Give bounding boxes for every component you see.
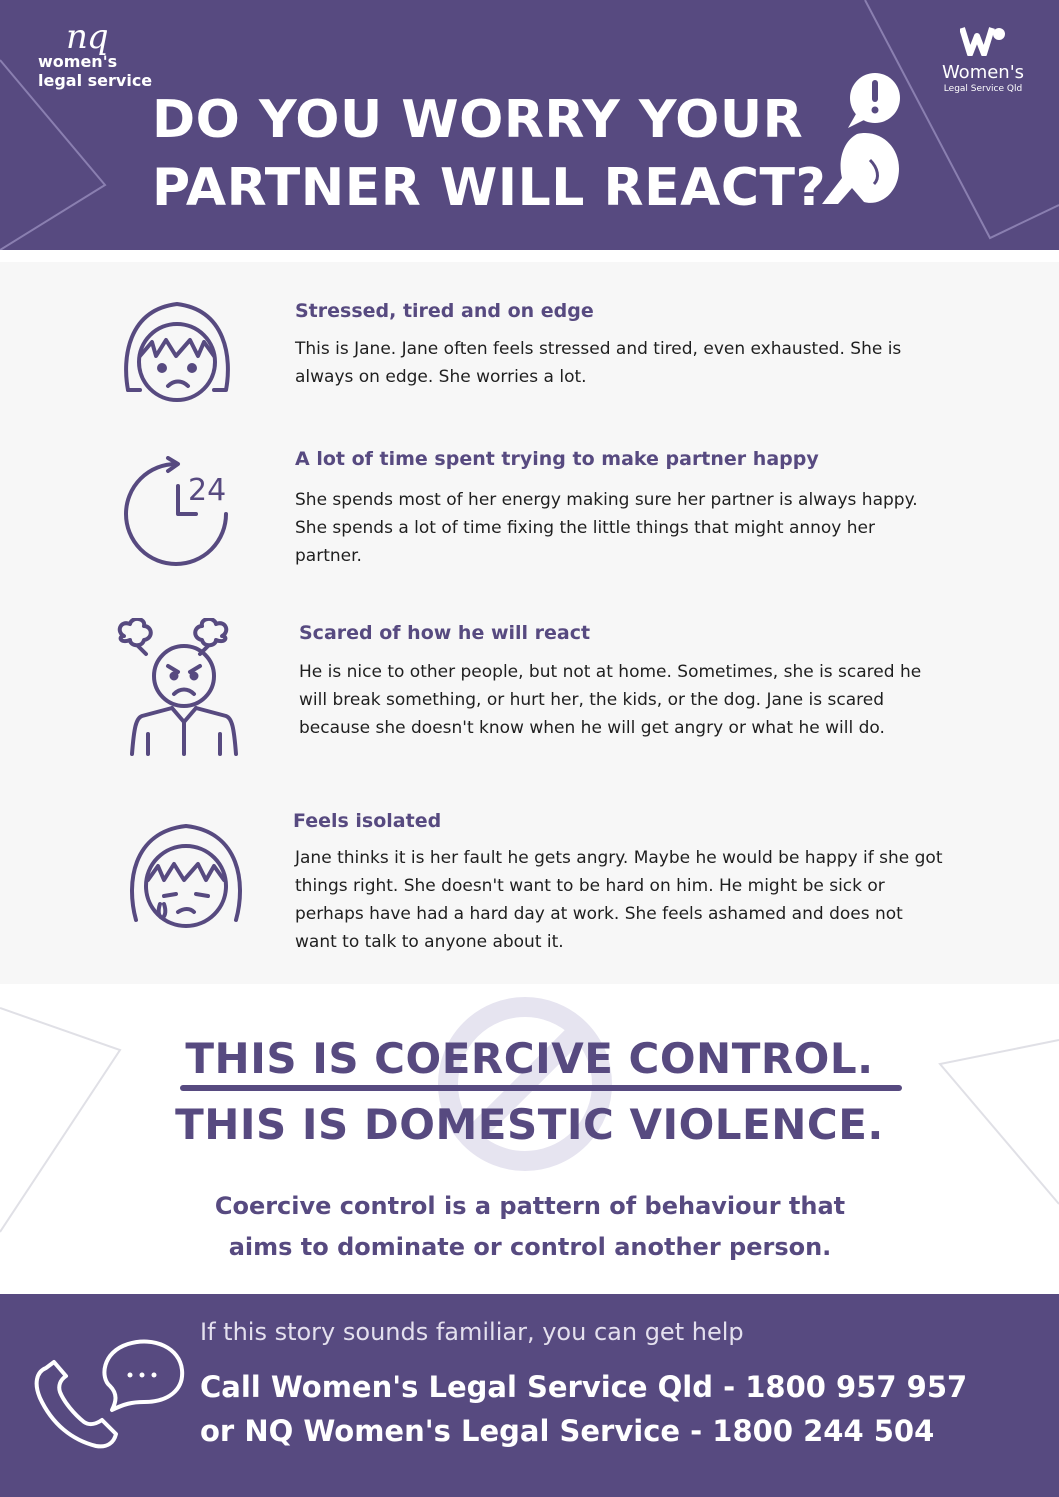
item-title-partner-happy: A lot of time spent trying to make partner happy bbox=[295, 448, 819, 470]
item-title-scared: Scared of how he will react bbox=[299, 622, 591, 644]
title-line-1: DO YOU WORRY YOUR bbox=[152, 90, 804, 150]
svg-text:24: 24 bbox=[188, 473, 227, 508]
item-body-stressed: This is Jane. Jane often feels stressed and tired, even exhausted. She is always on edge. She worries a lot. bbox=[295, 339, 902, 387]
coercive-heading-line-2: THIS IS DOMESTIC VIOLENCE. bbox=[175, 1100, 884, 1149]
title-line-2: PARTNER WILL REACT? bbox=[152, 158, 827, 218]
page-title bbox=[152, 86, 832, 222]
sad-woman-face-icon bbox=[118, 298, 236, 408]
item-title-isolated: Feels isolated bbox=[293, 810, 442, 832]
crying-woman-face-icon bbox=[124, 820, 248, 936]
nq-logo-line1: women's bbox=[38, 52, 118, 71]
nq-logo-line2: legal service bbox=[38, 71, 153, 90]
coercive-control-section bbox=[0, 984, 1059, 1294]
call-nq-text: or NQ Women's Legal Service - 1800 244 504 bbox=[200, 1414, 935, 1448]
coercive-description: Coercive control is a pattern of behaviour that aims to dominate or control another person. bbox=[214, 1192, 846, 1261]
wlsq-logo-name: Women's bbox=[941, 62, 1025, 83]
item-title-stressed: Stressed, tired and on edge bbox=[295, 300, 594, 322]
angry-man-icon bbox=[112, 618, 254, 758]
story-section bbox=[0, 262, 1059, 984]
wlsq-logo-sub: Legal Service Qld bbox=[943, 84, 1023, 94]
coercive-heading-line-1: THIS IS COERCIVE CONTROL. bbox=[185, 1034, 874, 1083]
item-body-isolated: Jane thinks it is her fault he gets angry. Maybe he would be happy if she got things right. She doesn't want to be hard on him. He might be sick or perhaps have had a hard day at work. She feels ashamed and does not want to talk to anyone about it. bbox=[295, 848, 943, 952]
worried-person-icon bbox=[812, 70, 912, 215]
item-body-scared: He is nice to other people, but not at home. Sometimes, she is scared he will break something, or hurt her, the kids, or the dog. Jane is scared because she doesn't know when he will get angry or what he will do. bbox=[299, 662, 922, 738]
heading-divider bbox=[180, 1085, 902, 1091]
womens-legal-service-qld-logo bbox=[933, 26, 1033, 95]
item-body-partner-happy: She spends most of her energy making sure her partner is always happy. She spends a lot of time fixing the little things that might annoy her partner. bbox=[295, 490, 918, 566]
nq-logo-mark: nq bbox=[66, 17, 108, 57]
wlsq-w-icon bbox=[960, 26, 1006, 56]
24-hour-clock-icon bbox=[118, 456, 236, 568]
nq-womens-legal-service-logo bbox=[38, 17, 153, 90]
help-intro-text: If this story sounds familiar, you can get help bbox=[200, 1318, 744, 1346]
header-banner bbox=[0, 0, 1059, 250]
phone-chat-icon bbox=[32, 1332, 188, 1452]
call-wlsq-text: Call Women's Legal Service Qld - 1800 957 957 bbox=[200, 1370, 968, 1404]
help-footer bbox=[0, 1294, 1059, 1497]
